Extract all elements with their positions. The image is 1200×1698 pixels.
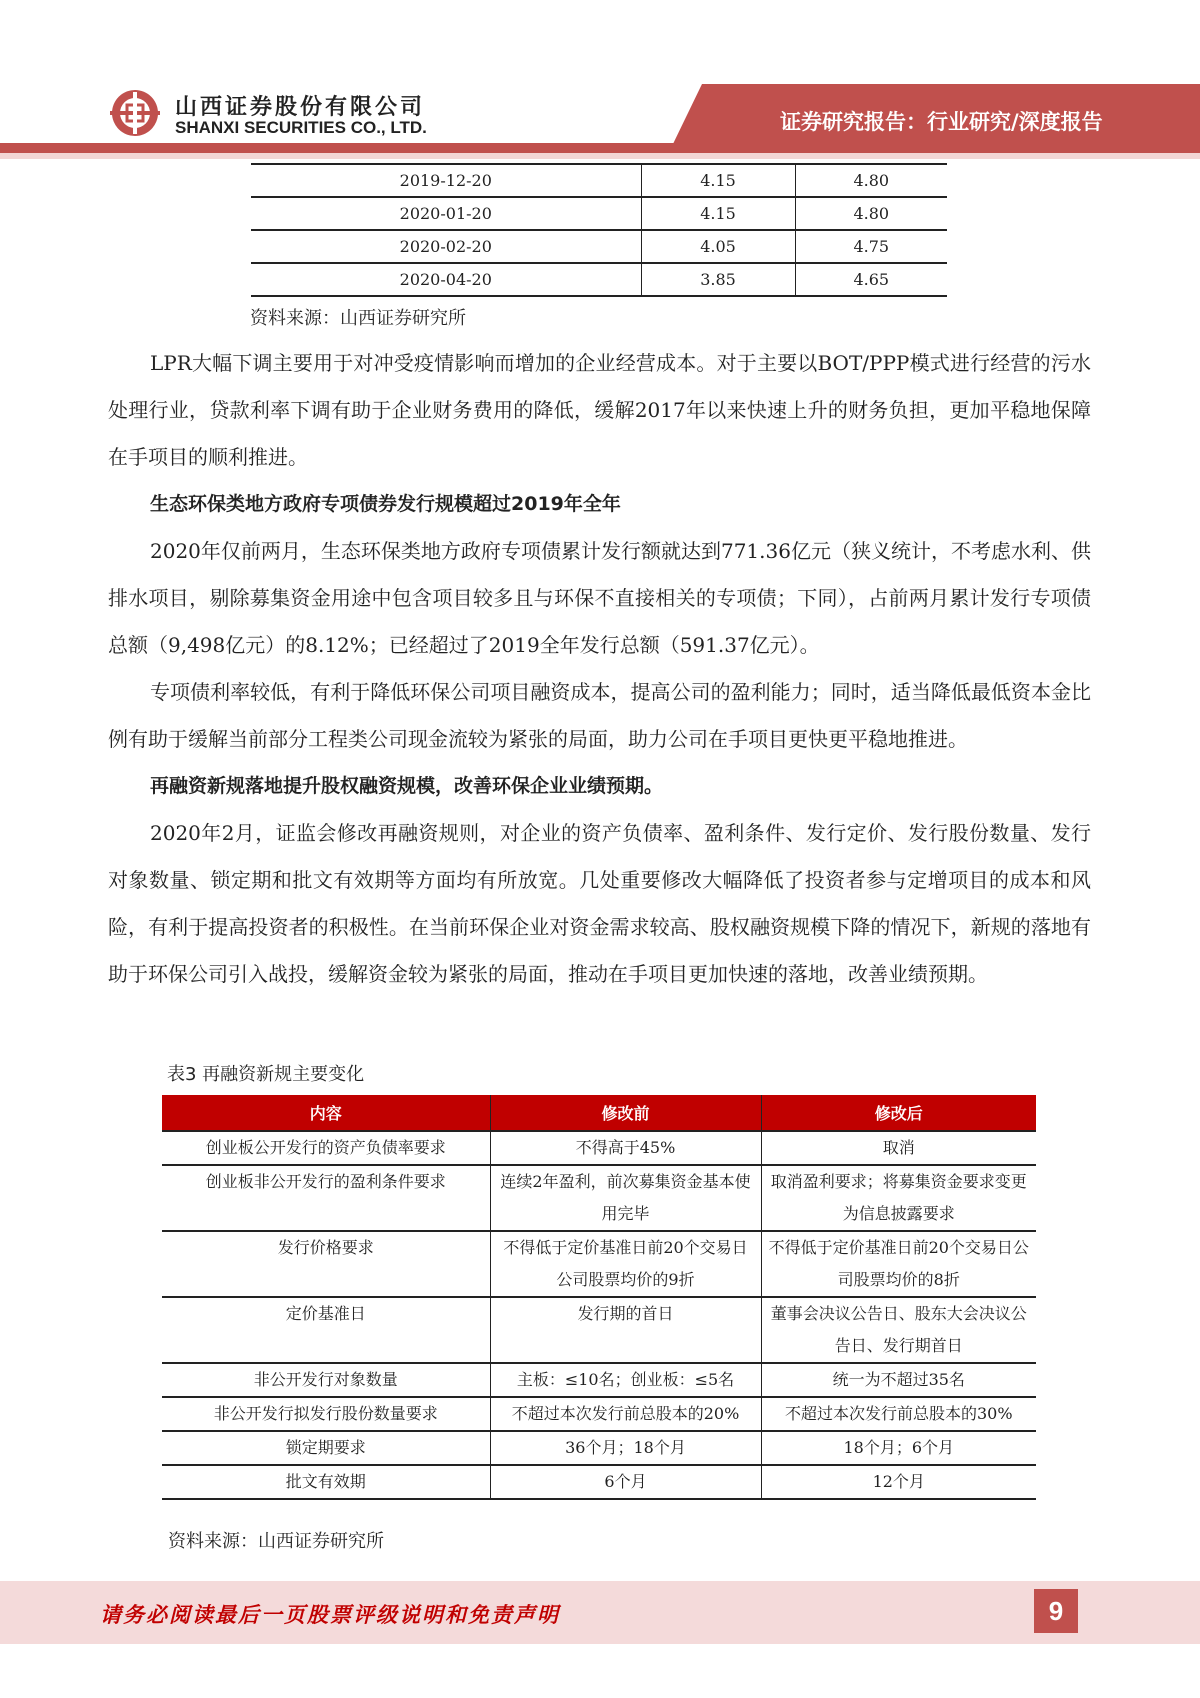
lpr-table-source: 资料来源：山西证券研究所 — [250, 308, 466, 329]
refinancing-rules-table — [162, 1095, 1036, 1500]
table-row — [162, 1465, 1036, 1499]
table-row — [251, 164, 947, 197]
table-cell: 创业板非公开发行的盈利条件要求 — [162, 1165, 490, 1231]
page-footer — [0, 1581, 1200, 1644]
table-row — [162, 1431, 1036, 1465]
header-divider-shadow — [0, 153, 1200, 159]
table3-caption: 表3 再融资新规主要变化 — [167, 1064, 365, 1085]
header-divider — [0, 143, 1200, 153]
table-cell: 董事会决议公告日、股东大会决议公告日、发行期首日 — [761, 1297, 1036, 1363]
table-cell: 4.05 — [641, 230, 795, 263]
table-cell: 2020-02-20 — [251, 230, 641, 263]
table-row — [162, 1165, 1036, 1231]
report-type: 证券研究报告：行业研究/深度报告 — [780, 110, 1103, 134]
table-cell: 定价基准日 — [162, 1297, 490, 1363]
table-row — [251, 197, 947, 230]
lpr-table — [251, 163, 947, 297]
table-cell: 不超过本次发行前总股本的30% — [761, 1397, 1036, 1431]
column-header: 修改后 — [761, 1095, 1036, 1131]
table-cell: 2020-04-20 — [251, 263, 641, 296]
table-cell: 3.85 — [641, 263, 795, 296]
table-cell: 4.15 — [641, 164, 795, 197]
table-cell: 取消 — [761, 1131, 1036, 1165]
section-heading-refinancing: 再融资新规落地提升股权融资规模，改善环保企业业绩预期。 — [150, 775, 664, 797]
table-cell: 非公开发行拟发行股份数量要求 — [162, 1397, 490, 1431]
table-cell: 批文有效期 — [162, 1465, 490, 1499]
table3-source: 资料来源：山西证券研究所 — [168, 1531, 384, 1552]
table-cell: 非公开发行对象数量 — [162, 1363, 490, 1397]
paragraph-bond-rates: 专项债利率较低，有利于降低环保公司项目融资成本，提高公司的盈利能力；同时，适当降低最低资本金比例有助于缓解当前部分工程类公司现金流较为紧张的局面，助力公司在手项目更快更平稳地推进。 — [108, 680, 1091, 751]
table-cell: 统一为不超过35名 — [761, 1363, 1036, 1397]
table-cell: 36个月；18个月 — [490, 1431, 761, 1465]
column-header: 修改前 — [490, 1095, 761, 1131]
table-cell: 4.65 — [795, 263, 947, 296]
table-cell: 4.80 — [795, 164, 947, 197]
paragraph-refinancing: 2020年2月，证监会修改再融资规则，对企业的资产负债率、盈利条件、发行定价、发行股份数量、发行对象数量、锁定期和批文有效期等方面均有所放宽。几处重要修改大幅降低了投资者参与定增项目的成本和风险，有利于提高投资者的积极性。在当前环保企业对资金需求较高、股权融资规模下降的情况下，新规的落地有助于环保公司引入战投，缓解资金较为紧张的局面，推动在手项目更加快速的落地，改善业绩预期。 — [108, 821, 1091, 986]
table-cell: 连续2年盈利，前次募集资金基本使用完毕 — [490, 1165, 761, 1231]
table-cell: 18个月；6个月 — [761, 1431, 1036, 1465]
table-row — [162, 1131, 1036, 1165]
table-cell: 不得低于定价基准日前20个交易日公司股票均价的9折 — [490, 1231, 761, 1297]
paragraph-bonds: 2020年仅前两月，生态环保类地方政府专项债累计发行额就达到771.36亿元（狭义统计，不考虑水利、供排水项目，剔除募集资金用途中包含项目较多且与环保不直接相关的专项债；下同），占前两月累计发行专项债总额（9,498亿元）的8.12%；已经超过了2019全年发行总额（591.37亿元）。 — [108, 539, 1091, 657]
table-cell: 6个月 — [490, 1465, 761, 1499]
table-row — [162, 1363, 1036, 1397]
table-cell: 2020-01-20 — [251, 197, 641, 230]
table-row — [251, 263, 947, 296]
table-cell: 发行价格要求 — [162, 1231, 490, 1297]
section-heading-bonds: 生态环保类地方政府专项债券发行规模超过2019年全年 — [150, 493, 621, 515]
table-cell: 4.80 — [795, 197, 947, 230]
table-cell: 发行期的首日 — [490, 1297, 761, 1363]
page-number: 9 — [1034, 1589, 1078, 1633]
column-header: 内容 — [162, 1095, 490, 1131]
table-cell: 不得高于45% — [490, 1131, 761, 1165]
table-cell: 4.75 — [795, 230, 947, 263]
table-cell: 12个月 — [761, 1465, 1036, 1499]
table-row — [162, 1297, 1036, 1363]
page-header — [0, 0, 1200, 160]
disclaimer-notice: 请务必阅读最后一页股票评级说明和免责声明 — [100, 1602, 560, 1627]
table-row — [162, 1231, 1036, 1297]
paragraph-lpr: LPR大幅下调主要用于对冲受疫情影响而增加的企业经营成本。对于主要以BOT/PPP模式进行经营的污水处理行业，贷款利率下调有助于企业财务费用的降低，缓解2017年以来快速上升的财务负担，更加平稳地保障在手项目的顺利推进。 — [108, 351, 1091, 469]
table-cell: 2019-12-20 — [251, 164, 641, 197]
table-cell: 创业板公开发行的资产负债率要求 — [162, 1131, 490, 1165]
table-cell: 不超过本次发行前总股本的20% — [490, 1397, 761, 1431]
company-name-cn: 山西证券股份有限公司 — [175, 95, 426, 120]
table-cell: 不得低于定价基准日前20个交易日公司股票均价的8折 — [761, 1231, 1036, 1297]
company-name-en: SHANXI SECURITIES CO., LTD. — [175, 118, 427, 137]
body-text — [108, 340, 1091, 998]
table-cell: 4.15 — [641, 197, 795, 230]
table-cell: 取消盈利要求；将募集资金要求变更为信息披露要求 — [761, 1165, 1036, 1231]
company-logo-icon — [110, 88, 160, 138]
table-cell: 锁定期要求 — [162, 1431, 490, 1465]
table-row — [251, 230, 947, 263]
table-row — [162, 1397, 1036, 1431]
table-cell: 主板：≤10名；创业板：≤5名 — [490, 1363, 761, 1397]
